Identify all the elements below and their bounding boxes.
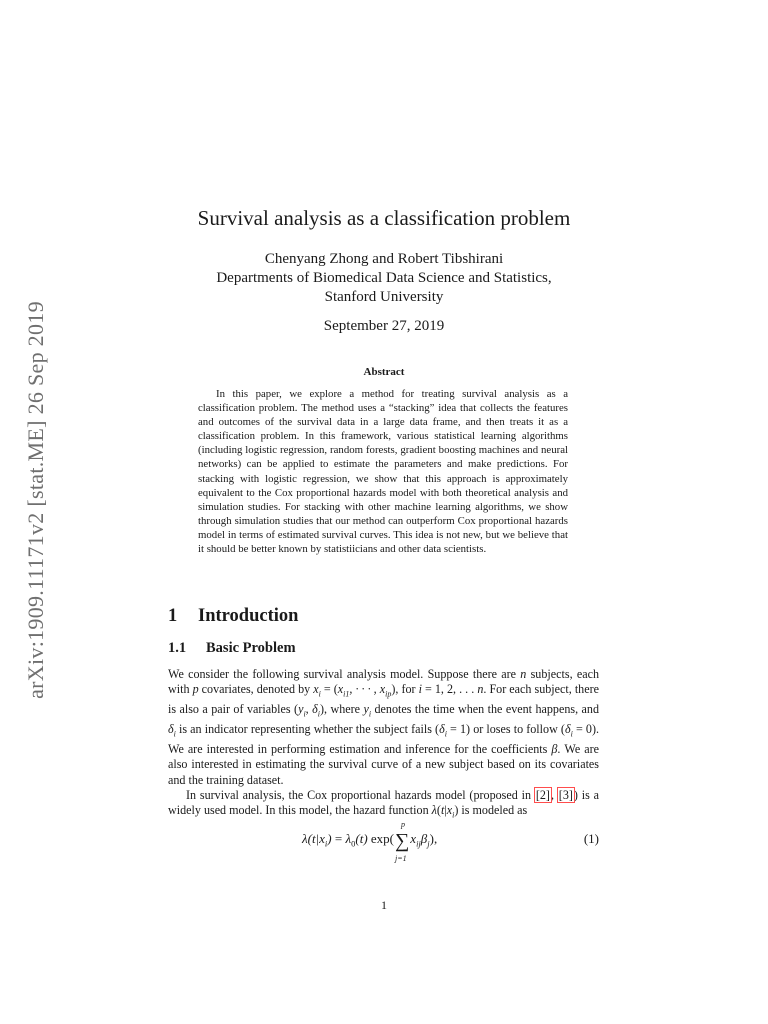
equation-1 — [168, 818, 599, 864]
authors-block — [0, 250, 768, 307]
affiliation-line-2: Stanford University — [324, 289, 444, 305]
paragraph-2: In survival analysis, the Cox proportional hazards model (proposed in [2], [3]) is a widely used model. In this model, the hazard function $\lambda(t|x_i)$ is modeled as — [168, 788, 600, 820]
subsection-heading-basic-problem — [168, 640, 296, 657]
abstract-text: In this paper, we explore a method for treating survival analysis as a classification problem. The method uses a “stacking” idea that collects the features and outcomes of the survival data in a large data frame, and then treats it as a classification problem. In this framework, various statistical learning algorithms (including logistic regression, random forests, gradient boosting machines and neural networks) can be applied to estimate the parameters and make predictions. For stacking with logistic regression, we show that this approach is approximately equivalent to the Cox proportional hazards model with both theoretical analysis and simulation studies. For stacking with other machine learning algorithms, we show through simulation studies that our method can outperform Cox proportional hazards model in terms of estimated survival curves. This idea is not new, but we believe that it should be better known by statistiicians and other data scientists. — [198, 388, 568, 556]
paper-title: Survival analysis as a classification problem — [197, 206, 571, 230]
citation-link-2[interactable]: [2] — [535, 788, 550, 803]
body-text — [168, 667, 599, 823]
author-names: Chenyang Zhong and Robert Tibshirani — [264, 251, 504, 267]
section-title: Introduction — [198, 606, 299, 626]
affiliation-line-1: Departments of Biomedical Data Science and Statistics, — [216, 270, 552, 286]
paper-date: September 27, 2019 — [323, 318, 445, 334]
cox-hazard-formula: $\lambda(t|x_i) = \lambda_0(t)$ exp( p ∑ j=1 $x_{ij}\beta_j$), — [302, 820, 438, 863]
equation-number: (1) — [583, 831, 599, 846]
citation-link-3[interactable]: [3] — [558, 788, 573, 803]
abstract-heading: Abstract — [363, 366, 405, 378]
arxiv-identifier-stamp: arXiv:1909.11171v2 [stat.ME] 26 Sep 2019 — [23, 301, 48, 699]
page-number: 1 — [381, 898, 387, 912]
paragraph-1: We consider the following survival analysis model. Suppose there are n subjects, each with p covariates, denoted by $x_i = (x_{i1}$, · · · , $x_{ip}$), for i = 1, 2, . . . n. For each subject, there is also a pair of variables ($y_i$, $\delta_i$), where $y_i$ denotes the time when the event happens, and $\delta_i$ is an indicator representing whether the subject fails $(\delta_i = 1)$ or loses to follow $(\delta_i = 0)$. We are interested in performing estimation and inference for the coefficients β. We are also interested in estimating the survival curve of a new subject based on its covariates and the training dataset. — [168, 667, 600, 787]
subsection-number: 1.1 — [168, 640, 187, 656]
section-heading-introduction — [168, 606, 298, 627]
subsection-title: Basic Problem — [206, 640, 296, 656]
section-number: 1 — [168, 606, 178, 626]
